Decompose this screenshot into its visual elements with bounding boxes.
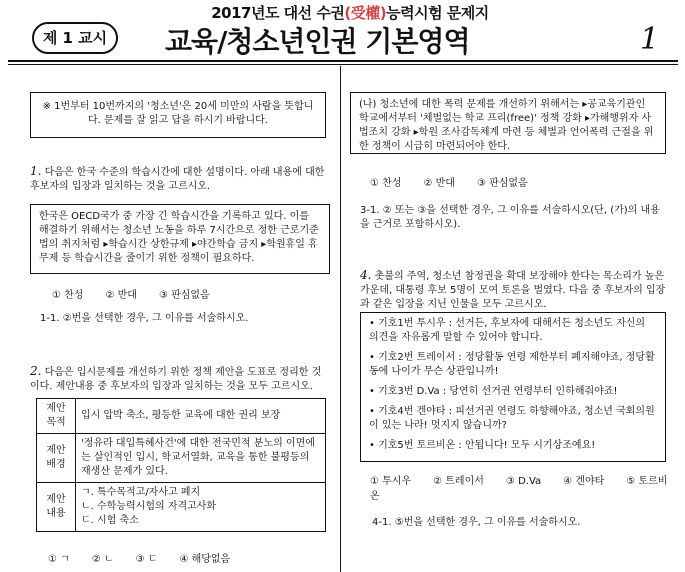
notice-box: ※ 1번부터 10번까지의 '청소년'은 20세 미만의 사람을 뜻합니다. 문제를 잘 읽고 답을 하시기 바랍니다. (30, 92, 326, 138)
exam-title: 교육/청소년인권 기본영역 (165, 25, 470, 58)
option[interactable]: ① 투시우 (370, 476, 412, 487)
option[interactable]: ② 반대 (105, 290, 137, 301)
row-header: 제안 배경 (37, 434, 76, 483)
exam-subtitle: 2017년도 대선 수권(受權)능력시험 문제지 (211, 4, 489, 22)
header-rule (8, 60, 678, 62)
column-divider (340, 66, 341, 572)
question-4-1: 4-1. ⑤번을 선택한 경우, 그 이유를 서술하시오. (372, 517, 581, 528)
option[interactable]: ③ 판심없음 (158, 290, 210, 301)
table-row (37, 483, 326, 532)
candidates-box (360, 312, 666, 462)
row-header: 제안 내용 (37, 483, 76, 532)
option[interactable]: ① ㄱ (48, 554, 70, 565)
question-2: 2. 다음은 입시문제를 개선하기 위한 정책 제안을 도표로 정리한 것이다. 제안내용 중 후보자의 입장과 일치하는 것을 모두 고르시오. (30, 364, 322, 392)
question-3-options (370, 174, 550, 189)
question-1: 1. 다음은 한국 수준의 학습시간에 대한 설명이다. 아래 내용에 대한 후보자의 입장과 일치하는 것을 고르시오. (30, 164, 325, 192)
question-2-options (48, 550, 252, 565)
session-badge: 제 1 교시 (32, 22, 118, 54)
option[interactable]: ② 반대 (423, 178, 455, 189)
candidate-statement: • 기호4번 겐야타 : 피선거권 연령도 하향해야죠, 청소년 국회의원이 있는 나라! 멋지지 않습니까? (369, 406, 655, 431)
option[interactable]: ① 찬성 (370, 178, 402, 189)
question-4: 4. 촛불의 주역, 청소년 참정권을 확대 보장해야 한다는 목소리가 높은 가운데, 대통령 후보 5명이 모여 토론을 벌였다. 다음 중 후보자의 입장과 같은 입장을 지닌 인물을 모두 고르시오. (360, 268, 666, 310)
option[interactable]: ① 찬성 (52, 290, 84, 301)
candidate-statement: • 기호3번 D.Va : 당연히 선거권 연령부터 인하해줘야죠! (369, 386, 618, 397)
option[interactable]: ② 트레이서 (433, 476, 484, 487)
table-row (37, 399, 326, 434)
question-1-options (52, 286, 232, 301)
option[interactable]: ② ㄴ (91, 554, 114, 565)
candidate-statement: • 기호1번 투시우 : 선거든, 후보자에 대해서든 청소년도 자신의 의견을 자유롭게 말할 수 있어야 합니다. (369, 318, 646, 343)
page-number: 1 (640, 22, 660, 57)
option[interactable]: ⑤ 토르비온 (370, 476, 668, 502)
option[interactable]: ③ 판심없음 (476, 178, 528, 189)
option[interactable]: ④ 해당없음 (179, 554, 231, 565)
question-4-options (370, 472, 685, 502)
row-body: 입시 압박 축소, 평등한 교육에 대한 권리 보장 (76, 399, 326, 434)
option[interactable]: ③ ㄷ (135, 554, 158, 565)
candidate-statement: • 기호5번 토르비온 : 안됩니다! 모두 시기상조예요! (369, 440, 596, 451)
question-3-passage: (나) 청소년에 대한 폭력 문제를 개선하기 위해서는 ▸공교육기관인 학교에서부터 '체벌없는 학교 프리(free)' 정책 강화 ▸가해행위자 사법조치 강화 ▸학원 조사감독체계 마련 등 체벌과 언어폭력 근절을 위한 정책이 시급히 마련되어야 한다. (350, 92, 666, 154)
row-body: ㄱ. 특수목적고/자사고 폐지 ㄴ. 수학능력시험의 자격고사화 ㄷ. 시험 축소 (76, 483, 326, 532)
row-body: '정유라 대입특혜사건'에 대한 전국민적 분노의 이면에는 살인적인 입시, 학교서열화, 교육을 통한 불평등의 재생산 문제가 있다. (76, 434, 326, 483)
option[interactable]: ③ D.Va (505, 476, 542, 487)
question-1-1: 1-1. ②번을 선택한 경우, 그 이유를 서술하시오. (40, 313, 249, 324)
candidate-statement: • 기호2번 트레이서 : 정당활동 연령 제한부터 폐지해야죠, 정당활동에 나이가 무슨 상관입니까! (369, 352, 655, 377)
row-header: 제안 목적 (37, 399, 76, 434)
question-3-1: 3-1. ② 또는 ③을 선택한 경우, 그 이유를 서술하시오(단, (가)의 내용을 근거로 포함하시오). (360, 205, 660, 230)
proposal-table (36, 398, 326, 532)
header-rule-thin (8, 64, 678, 65)
option[interactable]: ④ 겐야타 (563, 476, 605, 487)
table-row (37, 434, 326, 483)
question-1-passage: 한국은 OECD국가 중 가장 긴 학습시간을 기록하고 있다. 이를 해결하기 위해서는 청소년 노동을 하루 7시간으로 정한 근로기준법의 취지처럼 ▸학습시간 상한규제 ▸야간학습 금지 ▸학원휴일 휴무제 등 학습시간을 줄이기 위한 정책이 필요하다. (30, 204, 330, 274)
